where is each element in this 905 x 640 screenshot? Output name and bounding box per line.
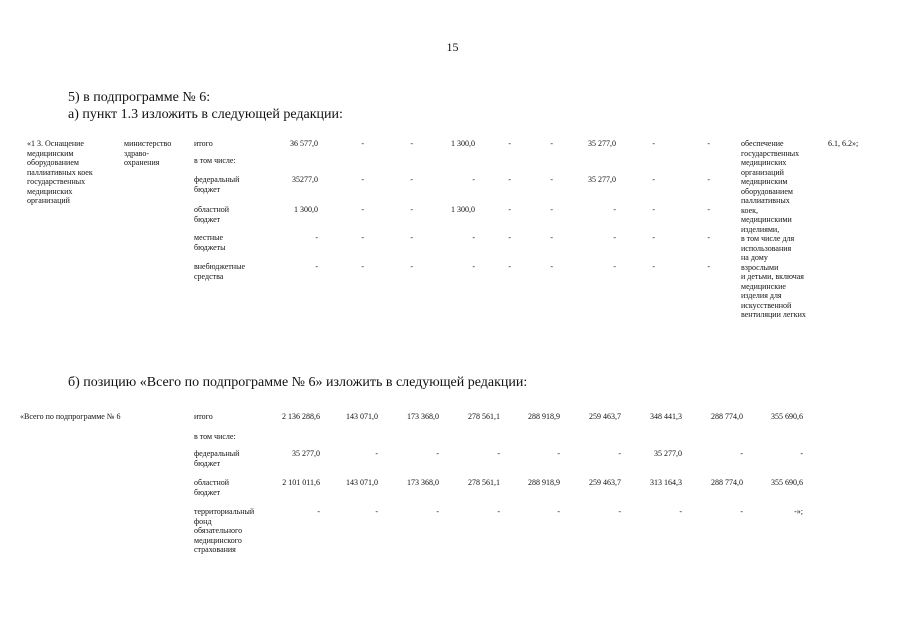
table-cell-value: 348 441,3 (650, 412, 682, 421)
table-cell-value: - (679, 507, 682, 516)
expected-result-line: в том числе для (741, 234, 795, 243)
page-number: 15 (446, 40, 459, 54)
table-cell-value: - (707, 262, 710, 271)
table-cell-value: -»; (794, 507, 803, 516)
expected-result-line: использования (741, 243, 792, 253)
expected-result-line: и детьми, включая (741, 272, 804, 281)
table-cell-value: 35 277,0 (292, 449, 320, 458)
funding-source-label: страхования (194, 545, 236, 554)
table-cell-value: 2 101 011,6 (282, 478, 320, 487)
table-cell-value: - (315, 233, 318, 242)
subsection-heading-b: б) позицию «Всего по подпрограмме № 6» изложить в следующей редакции: (68, 375, 528, 390)
table-cell-value: - (410, 175, 413, 184)
funding-source-label: средства (194, 271, 224, 281)
indicator-numbers: 6.1, 6.2»; (828, 139, 859, 148)
expected-result-line: медицинскими (741, 215, 792, 224)
table-cell-value: 1 300,0 (451, 205, 475, 214)
item-name-line: паллиативных коек (27, 167, 93, 177)
expected-result-line: коек, (741, 205, 759, 215)
item-name-line: оборудованием (27, 158, 79, 167)
table-cell-value: 288 918,9 (528, 478, 560, 487)
table-cell-value: - (707, 233, 710, 242)
table-cell-value: - (707, 205, 710, 214)
table-cell-value: - (740, 507, 743, 516)
table-cell-value: - (652, 262, 655, 271)
funding-source-label: бюджет (194, 458, 221, 468)
table-cell-value: - (740, 449, 743, 458)
table-cell-value: - (550, 175, 553, 184)
table-cell-value: - (652, 233, 655, 242)
table-cell-value: 278 561,1 (468, 412, 500, 421)
table-cell-value: 1 300,0 (451, 139, 475, 148)
table-cell-value: - (613, 233, 616, 242)
funding-source-label: внебюджетные (194, 262, 245, 271)
table-cell-value: 278 561,1 (468, 478, 500, 487)
table-cell-value: - (508, 175, 511, 184)
table-cell-value: 288 774,0 (711, 412, 743, 421)
executor-line: здраво- (124, 148, 150, 158)
table-cell-value: - (436, 507, 439, 516)
table-cell-value: 2 136 288,6 (282, 412, 320, 421)
expected-result-line: медицинским (741, 177, 788, 186)
table-cell-value: 288 774,0 (711, 478, 743, 487)
table-cell-value: - (317, 507, 320, 516)
expected-result-line: на дому (741, 253, 768, 262)
funding-source-label: областной (194, 205, 230, 214)
table-cell-value: 143 071,0 (346, 412, 378, 421)
expected-result-line: искусственной (741, 300, 792, 310)
table-cell-value: - (618, 449, 621, 458)
table-cell-value: 259 463,7 (589, 412, 621, 421)
funding-source-label: территориальный (194, 507, 255, 516)
funding-source-label: итого (194, 139, 213, 148)
table-cell-value: - (613, 205, 616, 214)
funding-source-label: бюджет (194, 184, 221, 194)
item-name-line: государственных (27, 177, 86, 186)
table-cell-value: 143 071,0 (346, 478, 378, 487)
section-heading: 5) в подпрограмме № 6: (68, 90, 211, 105)
table-cell-value: 173 368,0 (407, 412, 439, 421)
table-cell-value: - (652, 175, 655, 184)
executor-line: охранения (124, 158, 160, 167)
table-cell-value: - (410, 205, 413, 214)
expected-result-line: паллиативных (741, 196, 790, 205)
expected-result-line: организаций (741, 167, 784, 177)
table-cell-value: - (508, 262, 511, 271)
table-cell-value: - (375, 507, 378, 516)
table-cell-value: - (361, 175, 364, 184)
table-cell-value: - (361, 233, 364, 242)
funding-source-label: бюджеты (194, 242, 226, 252)
item-name: «Всего по подпрограмме № 6 (20, 412, 121, 421)
funding-source-label: обязательного (194, 526, 243, 535)
table-cell-value: 35 277,0 (654, 449, 682, 458)
table-cell-value: - (550, 139, 553, 148)
item-name-line: медицинских (27, 186, 73, 196)
funding-source-label: фонд (194, 516, 212, 526)
table-cell-value: - (707, 139, 710, 148)
funding-source-label: федеральный (194, 175, 240, 184)
table-cell-value: 35 277,0 (588, 139, 616, 148)
expected-result-line: вентиляции легких (741, 310, 806, 319)
table-cell-value: - (652, 139, 655, 148)
table-cell-value: - (508, 139, 511, 148)
table-cell-value: - (613, 262, 616, 271)
table-cell-value: - (410, 139, 413, 148)
table-cell-value: 1 300,0 (294, 205, 318, 214)
item-name-line: медицинским (27, 148, 74, 158)
table-cell-value: 355 690,6 (771, 412, 803, 421)
funding-source-label: местные (194, 233, 224, 242)
table-cell-value: - (508, 205, 511, 214)
table-cell-value: 173 368,0 (407, 478, 439, 487)
funding-source-label: федеральный (194, 449, 240, 458)
funding-source-label: итого (194, 412, 213, 421)
table-cell-value: - (361, 139, 364, 148)
table-cell-value: - (315, 262, 318, 271)
executor-line: министерство (124, 139, 172, 148)
table-cell-value: 288 918,9 (528, 412, 560, 421)
table-cell-value: - (375, 449, 378, 458)
expected-result-line: медицинских (741, 158, 787, 167)
table-cell-value: - (707, 175, 710, 184)
table-cell-value: - (618, 507, 621, 516)
table-cell-value: - (472, 262, 475, 271)
table-cell-value: - (410, 233, 413, 242)
item-name-line: «1 3. Оснащение (27, 139, 84, 148)
table-cell-value: 259 463,7 (589, 478, 621, 487)
subsection-heading-a: а) пункт 1.3 изложить в следующей редакции: (68, 107, 343, 122)
table-cell-value: - (361, 205, 364, 214)
funding-source-label: в том числе: (194, 432, 236, 441)
expected-result-line: изделия для (741, 291, 782, 300)
table-cell-value: - (557, 507, 560, 516)
item-name-line: организаций (27, 196, 70, 205)
table-cell-value: - (410, 262, 413, 271)
table-cell-value: 355 690,6 (771, 478, 803, 487)
table-cell-value: - (800, 449, 803, 458)
expected-result-line: изделиями, (741, 224, 780, 234)
table-cell-value: - (497, 449, 500, 458)
table-cell-value: - (550, 262, 553, 271)
table-cell-value: 35 277,0 (588, 175, 616, 184)
expected-result-line: оборудованием (741, 186, 793, 196)
table-cell-value: - (550, 205, 553, 214)
table-cell-value: - (497, 507, 500, 516)
expected-result-line: медицинские (741, 281, 786, 291)
expected-result-line: взрослыми (741, 262, 779, 272)
table-cell-value: - (436, 449, 439, 458)
expected-result-line: государственных (741, 148, 800, 158)
table-cell-value: - (508, 233, 511, 242)
table-cell-value: - (361, 262, 364, 271)
table-cell-value: - (557, 449, 560, 458)
table-cell-value: 36 577,0 (290, 139, 318, 148)
table-cell-value: 313 164,3 (650, 478, 682, 487)
funding-source-label: бюджет (194, 214, 221, 224)
table-cell-value: - (550, 233, 553, 242)
expected-result-line: обеспечение (741, 139, 784, 148)
table-cell-value: - (652, 205, 655, 214)
funding-source-label: в том числе: (194, 156, 236, 165)
table-cell-value: - (472, 175, 475, 184)
funding-source-label: областной (194, 478, 230, 487)
table-cell-value: 35277,0 (292, 175, 318, 184)
funding-source-label: медицинского (194, 535, 242, 545)
funding-source-label: бюджет (194, 487, 221, 497)
table-cell-value: - (472, 233, 475, 242)
